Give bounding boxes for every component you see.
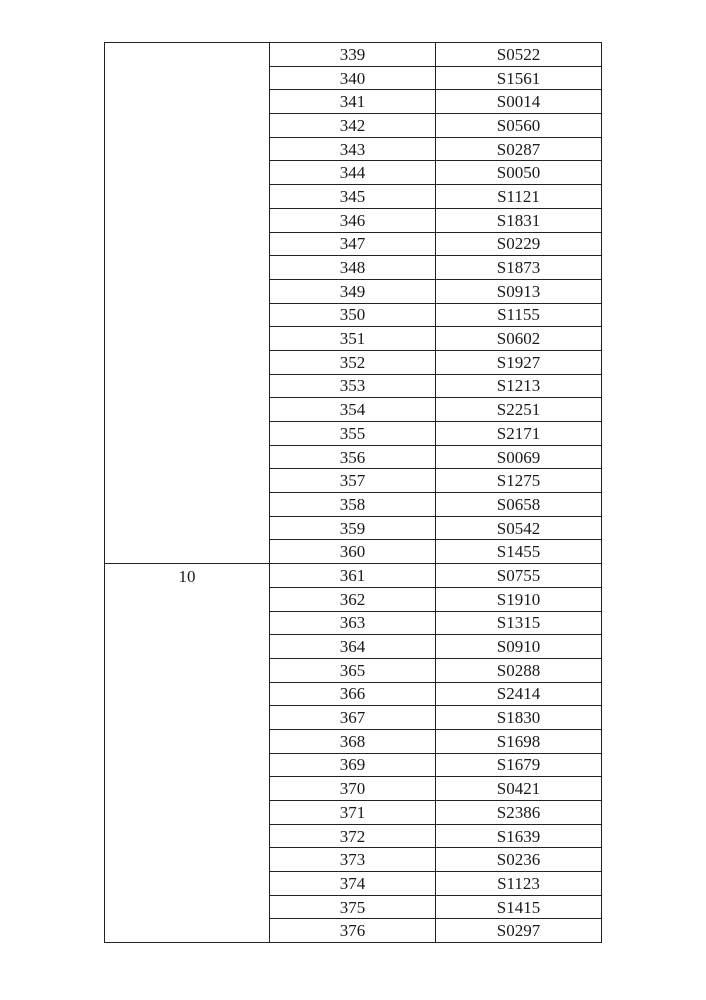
row-number-cell: 371 [270, 801, 436, 825]
row-number-cell: 354 [270, 398, 436, 422]
code-cell: S0421 [436, 777, 602, 801]
row-number-cell: 366 [270, 682, 436, 706]
code-cell: S1275 [436, 469, 602, 493]
row-number-cell: 361 [270, 564, 436, 588]
code-cell: S0542 [436, 516, 602, 540]
code-cell: S1698 [436, 729, 602, 753]
code-cell: S2414 [436, 682, 602, 706]
assignment-table [104, 42, 602, 943]
code-cell: S0913 [436, 279, 602, 303]
row-number-cell: 358 [270, 493, 436, 517]
row-number-cell: 363 [270, 611, 436, 635]
table-body [105, 43, 602, 943]
row-number-cell: 367 [270, 706, 436, 730]
code-cell: S0229 [436, 232, 602, 256]
table-row [105, 564, 602, 588]
code-cell: S0287 [436, 137, 602, 161]
row-number-cell: 349 [270, 279, 436, 303]
row-number-cell: 365 [270, 658, 436, 682]
row-number-cell: 368 [270, 729, 436, 753]
row-number-cell: 351 [270, 327, 436, 351]
row-number-cell: 347 [270, 232, 436, 256]
code-cell: S0658 [436, 493, 602, 517]
code-cell: S1455 [436, 540, 602, 564]
code-cell: S1927 [436, 350, 602, 374]
code-cell: S2171 [436, 422, 602, 446]
code-cell: S1415 [436, 895, 602, 919]
code-cell: S1155 [436, 303, 602, 327]
row-number-cell: 373 [270, 848, 436, 872]
row-number-cell: 372 [270, 824, 436, 848]
row-number-cell: 357 [270, 469, 436, 493]
code-cell: S1315 [436, 611, 602, 635]
row-number-cell: 356 [270, 445, 436, 469]
code-cell: S0014 [436, 90, 602, 114]
code-cell: S2386 [436, 801, 602, 825]
code-cell: S1123 [436, 872, 602, 896]
code-cell: S1831 [436, 208, 602, 232]
code-cell: S1873 [436, 256, 602, 280]
document-table-container [104, 42, 602, 943]
code-cell: S0522 [436, 43, 602, 67]
row-number-cell: 369 [270, 753, 436, 777]
row-number-cell: 348 [270, 256, 436, 280]
code-cell: S1213 [436, 374, 602, 398]
code-cell: S1830 [436, 706, 602, 730]
code-cell: S1639 [436, 824, 602, 848]
row-number-cell: 342 [270, 114, 436, 138]
row-number-cell: 376 [270, 919, 436, 943]
table-row [105, 43, 602, 67]
row-number-cell: 344 [270, 161, 436, 185]
row-number-cell: 370 [270, 777, 436, 801]
code-cell: S0602 [436, 327, 602, 351]
row-number-cell: 360 [270, 540, 436, 564]
row-number-cell: 362 [270, 587, 436, 611]
code-cell: S0297 [436, 919, 602, 943]
row-number-cell: 340 [270, 66, 436, 90]
row-number-cell: 352 [270, 350, 436, 374]
row-number-cell: 375 [270, 895, 436, 919]
row-number-cell: 345 [270, 185, 436, 209]
code-cell: S1679 [436, 753, 602, 777]
code-cell: S0910 [436, 635, 602, 659]
row-number-cell: 359 [270, 516, 436, 540]
row-number-cell: 350 [270, 303, 436, 327]
row-number-cell: 364 [270, 635, 436, 659]
code-cell: S0288 [436, 658, 602, 682]
code-cell: S1121 [436, 185, 602, 209]
code-cell: S0755 [436, 564, 602, 588]
row-number-cell: 353 [270, 374, 436, 398]
row-number-cell: 339 [270, 43, 436, 67]
code-cell: S0050 [436, 161, 602, 185]
group-label-cell: 10 [105, 564, 270, 943]
row-number-cell: 355 [270, 422, 436, 446]
code-cell: S0069 [436, 445, 602, 469]
row-number-cell: 341 [270, 90, 436, 114]
code-cell: S1561 [436, 66, 602, 90]
code-cell: S0236 [436, 848, 602, 872]
group-label-cell [105, 43, 270, 564]
code-cell: S2251 [436, 398, 602, 422]
row-number-cell: 343 [270, 137, 436, 161]
code-cell: S1910 [436, 587, 602, 611]
row-number-cell: 374 [270, 872, 436, 896]
code-cell: S0560 [436, 114, 602, 138]
row-number-cell: 346 [270, 208, 436, 232]
